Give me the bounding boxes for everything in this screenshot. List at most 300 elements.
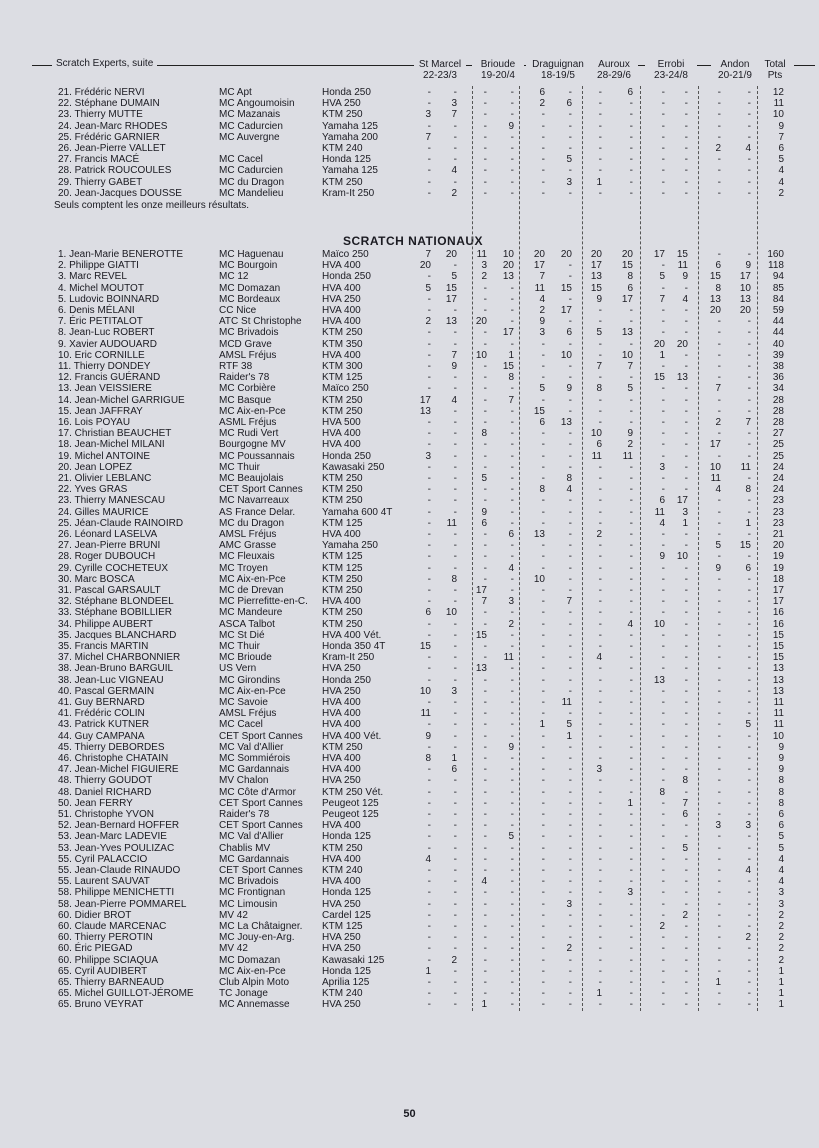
points-cell: - [661,394,665,406]
club-name: RTF 38 [219,361,253,372]
points-cell: - [541,506,545,518]
points-cell: - [483,652,487,664]
total-points: 16 [772,618,784,630]
points-cell: 9 [481,506,487,518]
points-cell: - [747,921,751,932]
points-cell: - [541,394,545,406]
points-cell: - [453,797,457,809]
points-cell: 2 [508,618,514,630]
points-cell: - [510,764,514,776]
rider-name: 48. Thierry GOUDOT [58,775,153,787]
points-cell: - [483,383,487,395]
points-cell: - [717,316,721,328]
points-cell: 10 [560,349,572,361]
club-name: MC Thuir [219,641,260,652]
points-cell: 3 [627,887,633,899]
points-cell: 3 [566,898,572,910]
points-cell: - [453,562,457,574]
club-name: MC Val d'Allier [219,741,284,753]
points-cell: 2 [539,98,545,110]
points-cell: - [510,775,514,787]
rider-name: 38. Jean-Bruno BARGUIL [58,663,174,675]
points-cell: 1 [451,753,457,764]
club-name: MCD Grave [219,338,272,350]
points-cell: - [717,585,721,596]
points-cell: 7 [508,394,514,406]
points-cell: - [453,596,457,608]
experts-row [0,98,819,110]
rider-name: 13. Jean VEISSIERE [58,383,152,395]
points-cell: 5 [425,282,431,294]
points-cell: - [541,954,545,966]
points-cell: - [483,842,487,854]
total-points: 34 [772,383,784,395]
points-cell: 7 [659,293,665,305]
points-cell: - [684,383,688,395]
nationaux-row [0,865,819,877]
total-points: 19 [772,551,784,563]
points-cell: - [427,506,431,518]
points-cell: - [427,954,431,966]
points-cell: 17 [560,305,572,316]
club-name: US Vern [219,663,257,675]
total-points: 4 [778,865,784,876]
points-cell: - [568,797,572,809]
club-name: Chablis MV [219,842,271,854]
points-cell: - [510,607,514,619]
points-cell: - [684,473,688,484]
points-cell: - [598,540,602,552]
points-cell: - [684,154,688,166]
machine: KTM 240 [322,865,363,876]
points-cell: 20 [502,260,514,272]
points-cell: - [510,143,514,154]
points-cell: 13 [560,417,572,428]
points-cell: 20 [709,305,721,316]
points-cell: 9 [566,383,572,395]
total-points: 4 [778,165,784,177]
points-cell: - [510,730,514,742]
total-points: 2 [778,943,784,955]
points-cell: - [541,540,545,552]
points-cell: - [483,282,487,294]
points-cell: - [510,809,514,820]
column-header [472,59,524,81]
column-dates: Pts [767,70,783,81]
points-cell: - [483,954,487,966]
points-cell: - [427,921,431,932]
points-cell: - [629,316,633,328]
points-cell: - [568,618,572,630]
machine: Yamaha 125 [322,120,378,132]
points-cell: - [629,176,633,188]
points-cell: - [541,641,545,652]
rider-name: 31. Pascal GARSAULT [58,585,161,596]
points-cell: 20 [739,305,751,316]
rider-name: 35. Jacques BLANCHARD [58,629,177,641]
club-name: MC Rudi Vert [219,428,279,440]
points-cell: 17 [502,327,514,339]
points-cell: 9 [425,730,431,742]
points-cell: - [510,383,514,395]
club-name: MC Auvergne [219,131,280,143]
club-name: MC Thuir [219,461,260,473]
points-cell: - [483,495,487,507]
points-cell: - [661,629,665,641]
machine: KTM 250 [322,741,363,753]
machine: KTM 250 [322,394,363,406]
points-cell: - [661,484,665,496]
rider-name: 15. Jean JAFFRAY [58,405,143,417]
points-cell: - [541,120,545,132]
machine: Honda 125 [322,831,371,843]
points-cell: - [483,551,487,563]
rider-name: 38. Jean-Luc VIGNEAU [58,674,164,686]
points-cell: - [453,176,457,188]
points-cell: 8 [715,282,721,294]
club-name: MC Brivadois [219,876,279,888]
nationaux-row [0,887,819,899]
rider-name: 25. Frédéric GARNIER [58,131,160,143]
nationaux-row [0,271,819,283]
points-cell: - [483,450,487,462]
points-cell: - [598,943,602,955]
points-cell: 8 [481,428,487,440]
points-cell: - [453,87,457,98]
points-cell: 1 [596,988,602,1000]
points-cell: - [483,853,487,865]
points-cell: - [568,629,572,641]
points-cell: - [717,641,721,652]
points-cell: - [629,842,633,854]
points-cell: - [629,629,633,641]
rider-name: 4. Michel MOUTOT [58,282,144,294]
column-name: Auroux [598,59,630,70]
points-cell: 5 [596,327,602,339]
points-cell: - [747,764,751,776]
experts-row [0,177,819,189]
points-cell: - [598,977,602,988]
points-cell: - [661,898,665,910]
club-name: AMC Grasse [219,540,277,552]
column-separator [757,86,758,1011]
points-cell: - [717,120,721,132]
points-cell: - [541,618,545,630]
points-cell: - [510,316,514,328]
club-name: MC Fleuxais [219,551,275,563]
points-cell: - [629,495,633,507]
points-cell: - [483,977,487,988]
total-points: 4 [778,876,784,888]
points-cell: - [747,165,751,177]
column-name: Errobi [657,59,685,70]
club-name: MC Girondins [219,674,281,686]
club-name: MC Limousin [219,898,278,910]
points-cell: - [453,461,457,473]
points-cell: 3 [481,260,487,272]
points-cell: - [717,663,721,675]
points-cell: - [598,109,602,121]
nationaux-row [0,775,819,787]
points-cell: - [568,786,572,798]
points-cell: - [598,517,602,529]
column-separator [582,86,583,1011]
points-cell: - [483,820,487,832]
nationaux-row [0,764,819,776]
club-name: MC La Châtaigner. [219,921,303,932]
points-cell: - [684,954,688,966]
rider-name: 21. Olivier LEBLANC [58,473,152,484]
points-cell: 2 [451,187,457,199]
points-cell: - [717,876,721,888]
points-cell: - [747,349,751,361]
points-cell: - [629,753,633,764]
points-cell: 1 [715,977,721,988]
points-cell: - [747,697,751,708]
points-cell: - [510,977,514,988]
points-cell: - [453,943,457,955]
machine: HVA 400 Vét. [322,730,382,742]
machine: HVA 400 [322,260,361,272]
points-cell: - [510,473,514,484]
points-cell: - [453,540,457,552]
points-cell: - [717,98,721,110]
points-cell: - [541,372,545,384]
column-name: Andon [720,59,750,70]
points-cell: - [427,271,431,283]
club-name: MC Sommiérois [219,753,291,764]
points-cell: - [717,842,721,854]
points-cell: - [453,909,457,921]
points-cell: - [629,573,633,585]
points-cell: - [747,394,751,406]
points-cell: - [661,809,665,820]
points-cell: - [747,977,751,988]
points-cell: 20 [445,249,457,260]
points-cell: - [483,730,487,742]
points-cell: - [427,573,431,585]
total-points: 44 [772,327,784,339]
points-cell: - [717,708,721,720]
points-cell: - [453,372,457,384]
club-name: MC de Drevan [219,585,284,596]
points-cell: - [661,708,665,720]
points-cell: - [427,473,431,484]
points-cell: - [717,775,721,787]
total-points: 21 [772,529,784,540]
points-cell: - [661,988,665,1000]
total-points: 160 [767,249,784,260]
rider-name: 53. Jean-Yves POULIZAC [58,842,175,854]
rider-name: 45. Thierry DEBORDES [58,741,165,753]
nationaux-row [0,383,819,395]
experts-row [0,154,819,166]
points-cell: - [453,741,457,753]
points-cell: - [747,87,751,98]
club-name: MC Val d'Allier [219,831,284,843]
points-cell: - [541,428,545,440]
points-cell: - [541,842,545,854]
points-cell: - [747,154,751,166]
points-cell: 5 [566,719,572,731]
points-cell: - [598,98,602,110]
club-name: MC Pierrefitte-en-C. [219,596,308,608]
points-cell: - [629,932,633,944]
total-points: 4 [778,176,784,188]
points-cell: - [568,965,572,977]
points-cell: - [717,165,721,177]
points-cell: 2 [451,954,457,966]
total-points: 10 [772,109,784,121]
points-cell: - [427,865,431,876]
total-points: 5 [778,842,784,854]
machine: Cardel 125 [322,909,371,921]
points-cell: - [483,461,487,473]
points-cell: - [629,394,633,406]
points-cell: - [483,618,487,630]
points-cell: - [684,820,688,832]
rider-name: 53. Jean-Marc LADEVIE [58,831,167,843]
points-cell: - [510,820,514,832]
points-cell: - [747,663,751,675]
points-cell: - [661,87,665,98]
points-cell: - [629,338,633,350]
machine: Yamaha 600 4T [322,506,393,518]
points-cell: - [453,708,457,720]
nationaux-row [0,753,819,765]
points-cell: - [629,853,633,865]
points-cell: - [568,529,572,540]
points-cell: - [568,764,572,776]
club-name: MC Troyen [219,562,268,574]
nationaux-row [0,663,819,675]
points-cell: - [598,853,602,865]
rider-name: 28. Roger DUBOUCH [58,551,156,563]
points-cell: - [541,988,545,1000]
points-cell: - [629,165,633,177]
nationaux-row [0,652,819,664]
points-cell: 10 [590,428,602,440]
points-cell: 7 [745,417,751,428]
nationaux-row [0,921,819,933]
machine: KTM 125 [322,372,363,384]
points-cell: - [684,674,688,686]
points-cell: - [568,652,572,664]
points-cell: - [453,887,457,899]
points-cell: 6 [745,562,751,574]
points-cell: - [453,999,457,1011]
points-cell: - [598,87,602,98]
points-cell: - [598,305,602,316]
points-cell: - [629,775,633,787]
points-cell: - [684,596,688,608]
nationaux-row [0,798,819,810]
machine: HVA 250 [322,775,361,787]
nationaux-row [0,316,819,328]
points-cell: - [427,383,431,395]
machine: Honda 250 [322,450,371,462]
points-cell: - [510,797,514,809]
points-cell: - [541,361,545,372]
points-cell: - [568,450,572,462]
nationaux-row [0,843,819,855]
points-cell: - [684,361,688,372]
points-cell: - [684,484,688,496]
points-cell: - [453,921,457,932]
points-cell: - [541,562,545,574]
points-cell: 7 [425,249,431,260]
points-cell: - [427,764,431,776]
points-cell: - [427,697,431,708]
points-cell: - [427,176,431,188]
points-cell: - [717,551,721,563]
points-cell: - [629,820,633,832]
points-cell: - [598,954,602,966]
points-cell: - [629,652,633,664]
points-cell: 7 [566,596,572,608]
points-cell: 13 [676,372,688,384]
points-cell: 7 [451,349,457,361]
points-cell: 4 [627,618,633,630]
points-cell: - [747,187,751,199]
points-cell: - [661,652,665,664]
points-cell: - [661,943,665,955]
points-cell: - [661,439,665,451]
points-cell: - [598,506,602,518]
points-cell: - [717,909,721,921]
points-cell: - [661,327,665,339]
nationaux-row [0,484,819,496]
points-cell: 3 [425,450,431,462]
points-cell: - [684,898,688,910]
points-cell: - [717,921,721,932]
points-cell: - [598,131,602,143]
points-cell: 9 [659,551,665,563]
points-cell: - [510,187,514,199]
points-cell: - [541,629,545,641]
points-cell: - [629,585,633,596]
points-cell: - [661,260,665,272]
points-cell: - [568,439,572,451]
total-points: 40 [772,338,784,350]
points-cell: 10 [621,349,633,361]
points-cell: - [661,98,665,110]
points-cell: 2 [659,921,665,932]
points-cell: - [598,573,602,585]
points-cell: - [541,596,545,608]
points-cell: 3 [451,98,457,110]
club-name: CET Sport Cannes [219,865,303,876]
total-points: 23 [772,506,784,518]
machine: Yamaha 250 [322,540,378,552]
total-points: 9 [778,753,784,764]
points-cell: - [629,417,633,428]
points-cell: 4 [451,394,457,406]
points-cell: - [629,562,633,574]
points-cell: - [661,143,665,154]
points-cell: - [541,685,545,697]
points-cell: - [453,663,457,675]
points-cell: 13 [590,271,602,283]
section-title: Scratch Experts, suite [52,58,157,69]
points-cell: - [568,809,572,820]
total-points: 10 [772,730,784,742]
points-cell: 15 [653,372,665,384]
points-cell: - [483,965,487,977]
machine: HVA 400 [322,596,361,608]
points-cell: - [510,674,514,686]
points-cell: 8 [566,473,572,484]
